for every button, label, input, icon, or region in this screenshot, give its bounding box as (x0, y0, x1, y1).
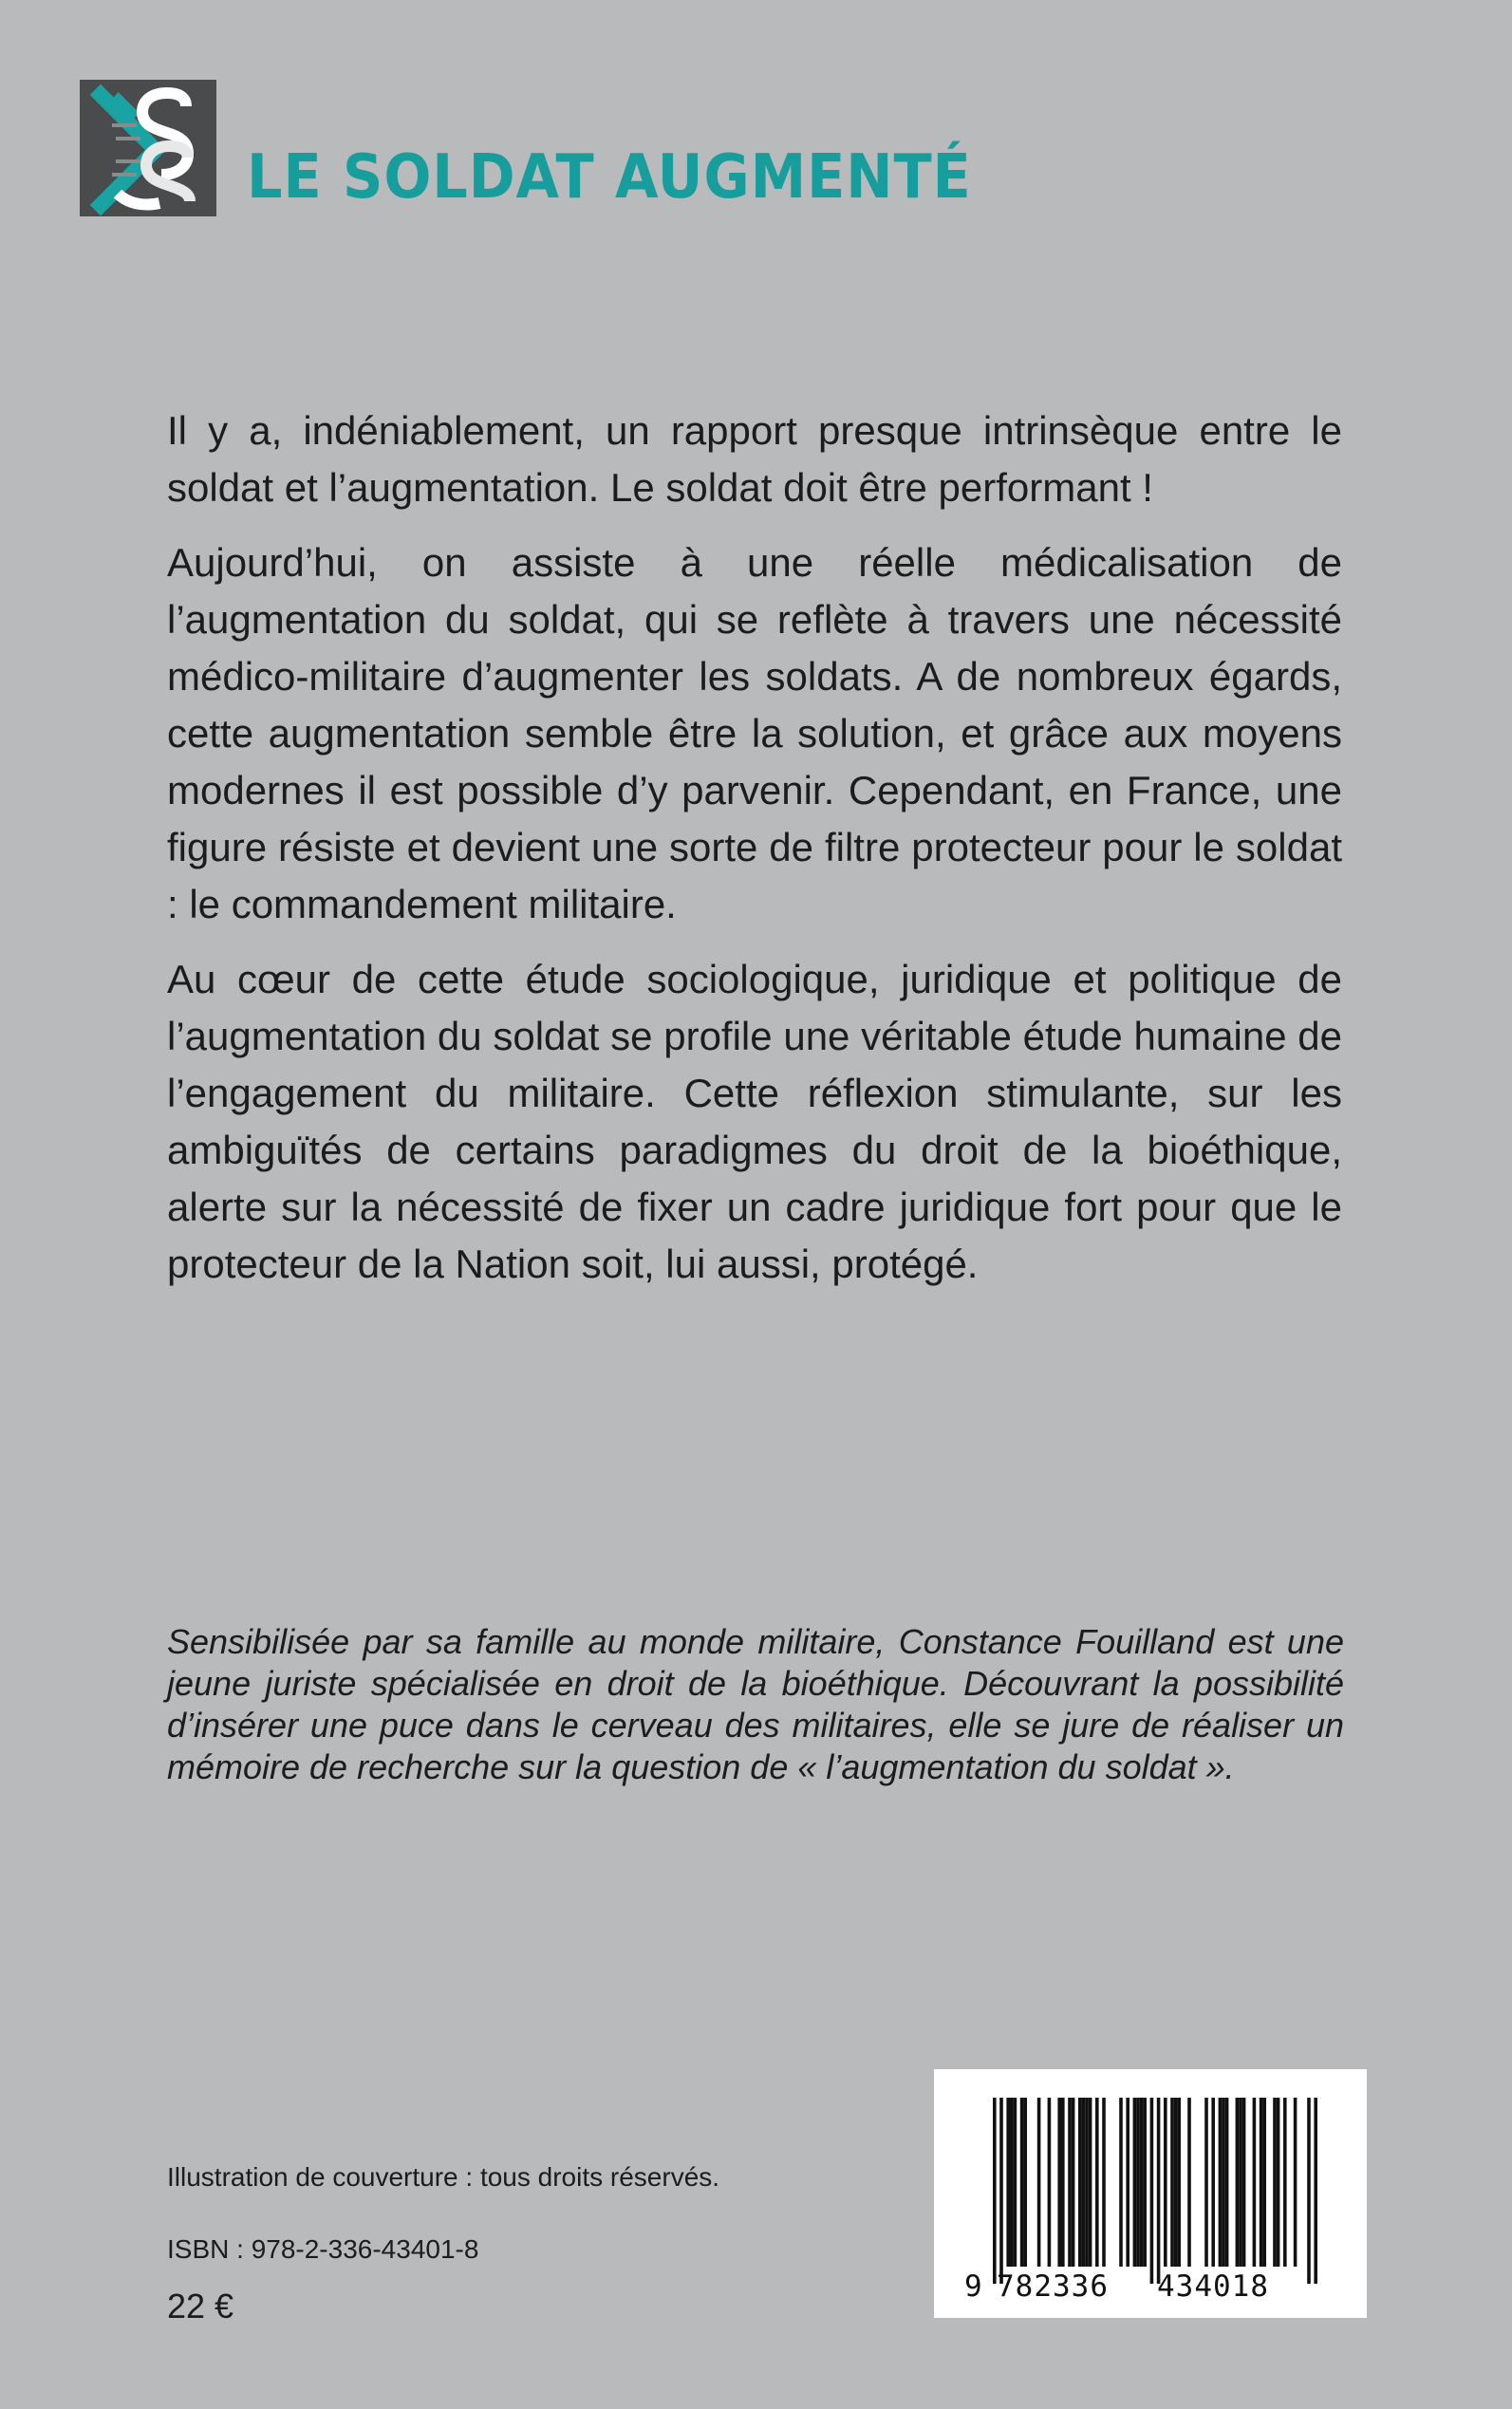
book-title: LE SOLDAT AUGMENTÉ (247, 142, 972, 213)
barcode-bar (1157, 2098, 1161, 2284)
barcode-bar (1126, 2098, 1129, 2267)
barcode-bar (1222, 2098, 1225, 2267)
barcode-bar (1095, 2098, 1099, 2267)
barcode-bar (1262, 2098, 1266, 2267)
barcode-bar (1273, 2098, 1277, 2267)
barcode-bar (1068, 2098, 1072, 2267)
barcode-bar (1174, 2098, 1178, 2267)
barcode-bar (1061, 2098, 1065, 2267)
barcode-bar (1219, 2098, 1223, 2267)
barcode-bar (1283, 2098, 1287, 2267)
barcode-bar (1307, 2098, 1311, 2284)
barcode (934, 2069, 1367, 2318)
barcode-bar (1085, 2098, 1089, 2267)
cover-credit: Illustration de couverture : tous droits réservés. (167, 2162, 720, 2192)
author-bio-text: Sensibilisée par sa famille au monde militaire, Constance Fouilland est une jeune juriste spécialisée en droit de la bioéthique. Découvrant la possibilité d’insérer une puce dans le cerveau des militaires, elle se jure de réaliser un mémoire de recherche sur la question de « l’augmentation du soldat ». (167, 1622, 1344, 1786)
barcode-bar (1023, 2098, 1027, 2267)
back-cover-summary (167, 402, 1342, 1311)
barcode-bar (993, 2098, 997, 2284)
summary-paragraph-2: Aujourd’hui, on assiste à une réelle médicalisation de l’augmentation du soldat, qui se reflète à travers une nécessité médico-militaire d’augmenter les soldats. A de nombreux égards, cette augmentation semble être la solution, et grâce aux moyens modernes il est possible d’y parvenir. Cependant, en France, une figure résiste et devient une sorte de filtre protecteur pour le soldat : le commandement militaire. (167, 540, 1342, 926)
barcode-bar (1133, 2098, 1137, 2267)
barcode-bar (1037, 2098, 1041, 2267)
barcode-bar (1239, 2098, 1242, 2267)
barcode-bar (999, 2098, 1003, 2284)
isbn-label: ISBN : 978-2-336-43401-8 (167, 2234, 479, 2264)
barcode-bar (1102, 2098, 1106, 2267)
barcode-bar (1187, 2098, 1191, 2267)
logo-graphic (80, 80, 216, 216)
barcode-bar (1006, 2098, 1010, 2267)
barcode-bar (1143, 2098, 1147, 2267)
barcode-bar (1014, 2098, 1017, 2267)
barcode-bar (1119, 2098, 1123, 2267)
barcode-bar (1236, 2098, 1240, 2267)
barcode-bar (1082, 2098, 1086, 2267)
barcode-bar (1010, 2098, 1014, 2267)
barcode-first-digit: 9 (964, 2269, 982, 2304)
price-label: 22 € (167, 2287, 234, 2325)
summary-paragraph-3: Au cœur de cette étude sociologique, juridique et politique de l’augmentation du soldat se profile une véritable étude humaine de l’engagement du militaire. Cette réflexion stimulante, sur les ambiguïtés de certains paradigmes du droit de la bioéthique, alerte sur la nécessité de fixer un cadre juridique fort pour que le protecteur de la Nation soit, lui aussi, protégé. (167, 957, 1342, 1286)
barcode-bar (1242, 2098, 1246, 2267)
publisher-logo-icon (80, 80, 216, 216)
barcode-bar (1277, 2098, 1280, 2267)
barcode-bar (1170, 2098, 1174, 2267)
barcode-bar (1020, 2098, 1024, 2267)
barcode-bar (1260, 2098, 1263, 2267)
barcode-bar (1048, 2098, 1052, 2267)
barcode-bar (1314, 2098, 1317, 2284)
barcode-right-group: 434018 (1157, 2269, 1269, 2304)
author-bio (167, 1621, 1344, 1788)
barcode-bar (1204, 2098, 1208, 2267)
barcode-bar (1140, 2098, 1144, 2267)
barcode-bar (1150, 2098, 1154, 2284)
barcode-left-group: 782336 (997, 2269, 1109, 2304)
barcode-bar (1253, 2098, 1257, 2267)
barcode-bar (1136, 2098, 1140, 2267)
barcode-bar (1294, 2098, 1297, 2267)
barcode-bar (1177, 2098, 1181, 2267)
barcode-bar (1089, 2098, 1092, 2267)
barcode-bar (1078, 2098, 1082, 2267)
barcode-digits (964, 2268, 1344, 2306)
summary-paragraph-1: Il y a, indéniablement, un rapport presque intrinsèque entre le soldat et l’augmentation. Le soldat doit être performant ! (167, 408, 1342, 510)
barcode-bar (1072, 2098, 1075, 2267)
barcode-bar (1211, 2098, 1215, 2267)
barcode-bar (1164, 2098, 1167, 2267)
barcode-bar (1225, 2098, 1229, 2267)
barcode-bar (1057, 2098, 1061, 2267)
